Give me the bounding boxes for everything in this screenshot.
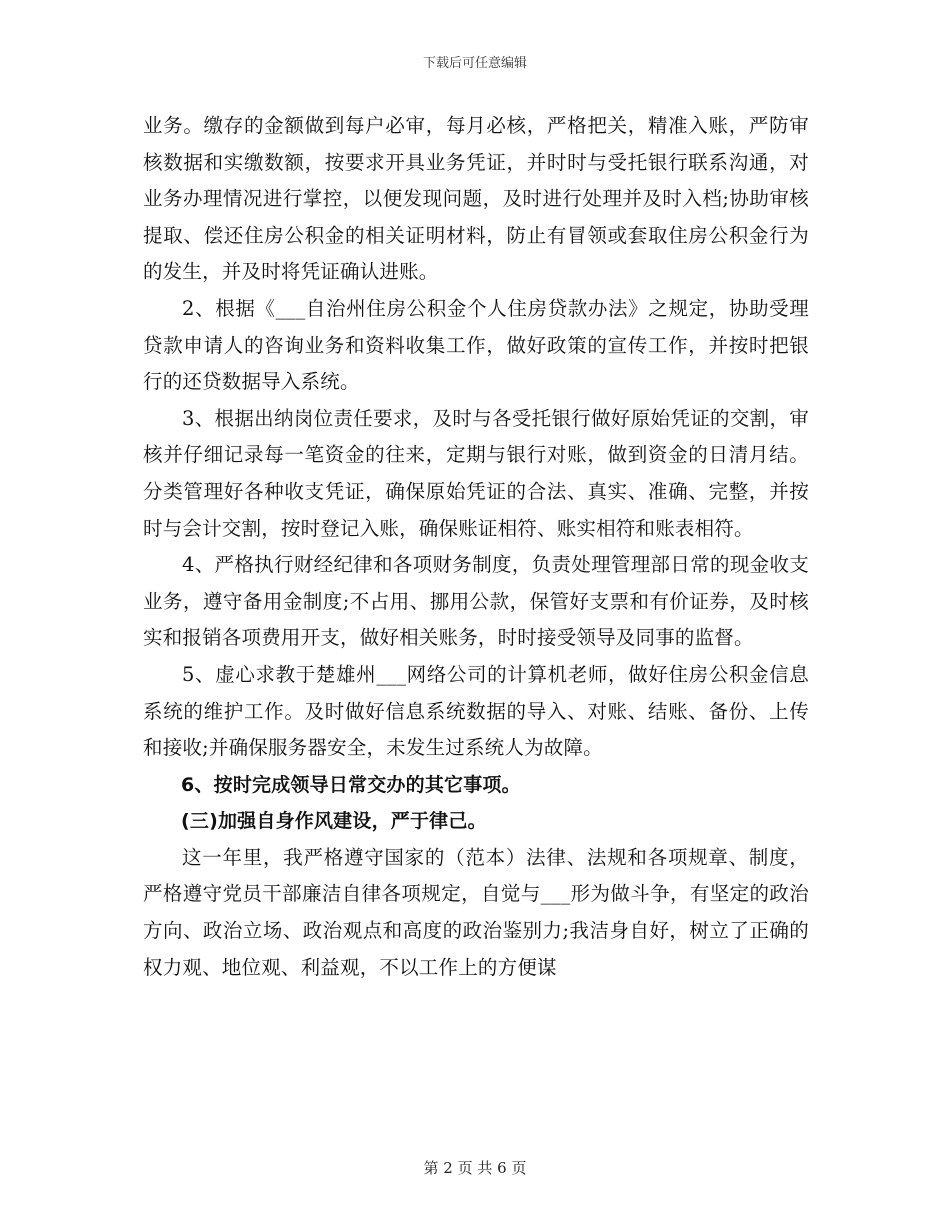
page-header: 下载后可任意编辑 xyxy=(422,56,527,71)
page-number-footer: 第 2 页 共 6 页 xyxy=(423,1159,527,1177)
paragraph-conduct: 这一年里，我严格遵守国家的（范本）法律、法规和各项规章、制度，严格遵守党员干部廉洁自律各项规定，自觉与___形为做斗争，有坚定的政治方向、政治立场、政治观点和高度的政治鉴别力;我洁身自好，树立了正确的权力观、地位观、利益观，不以工作上的方便谋 xyxy=(143,845,809,979)
paragraph-item-2: 2、根据《___自治州住房公积金个人住房贷款办法》之规定，协助受理贷款申请人的咨询业务和资料收集工作，做好政策的宣传工作，并按时把银行的还贷数据导入系统。 xyxy=(143,296,809,394)
section-heading-3: (三)加强自身作风建设，严于律己。 xyxy=(181,810,487,833)
document-body xyxy=(143,108,809,986)
paragraph-item-5: 5、虚心求教于楚雄州___网络公司的计算机老师，做好住房公积金信息系统的维护工作。及时做好信息系统数据的导入、对账、结账、备份、上传和接收;并确保服务器安全，未发生过系统人为故障。 xyxy=(143,662,809,760)
paragraph-item-6: 6、按时完成领导日常交办的其它事项。 xyxy=(181,773,521,796)
paragraph-item-3: 3、根据出纳岗位责任要求，及时与各受托银行做好原始凭证的交割，审核并仔细记录每一笔资金的往来，定期与银行对账，做到资金的日清月结。分类管理好各种收支凭证，确保原始凭证的合法、真实、准确、完整，并按时与会计交割，按时登记入账，确保账证相符、账实相符和账表相符。 xyxy=(143,406,809,540)
paragraph-business-audit: 业务。缴存的金额做到每户必审，每月必核，严格把关，精准入账，严防审核数据和实缴数额，按要求开具业务凭证，并时时与受托银行联系沟通，对业务办理情况进行掌控，以便发现问题，及时进行处理并及时入档;协助审核提取、偿还住房公积金的相关证明材料，防止有冒领或套取住房公积金行为的发生，并及时将凭证确认进账。 xyxy=(143,114,809,284)
paragraph-item-4: 4、严格执行财经纪律和各项财务制度，负责处理管理部日常的现金收支业务，遵守备用金制度;不占用、挪用公款，保管好支票和有价证券，及时核实和报销各项费用开支，做好相关账务，时时接受领导及同事的监督。 xyxy=(143,553,809,650)
